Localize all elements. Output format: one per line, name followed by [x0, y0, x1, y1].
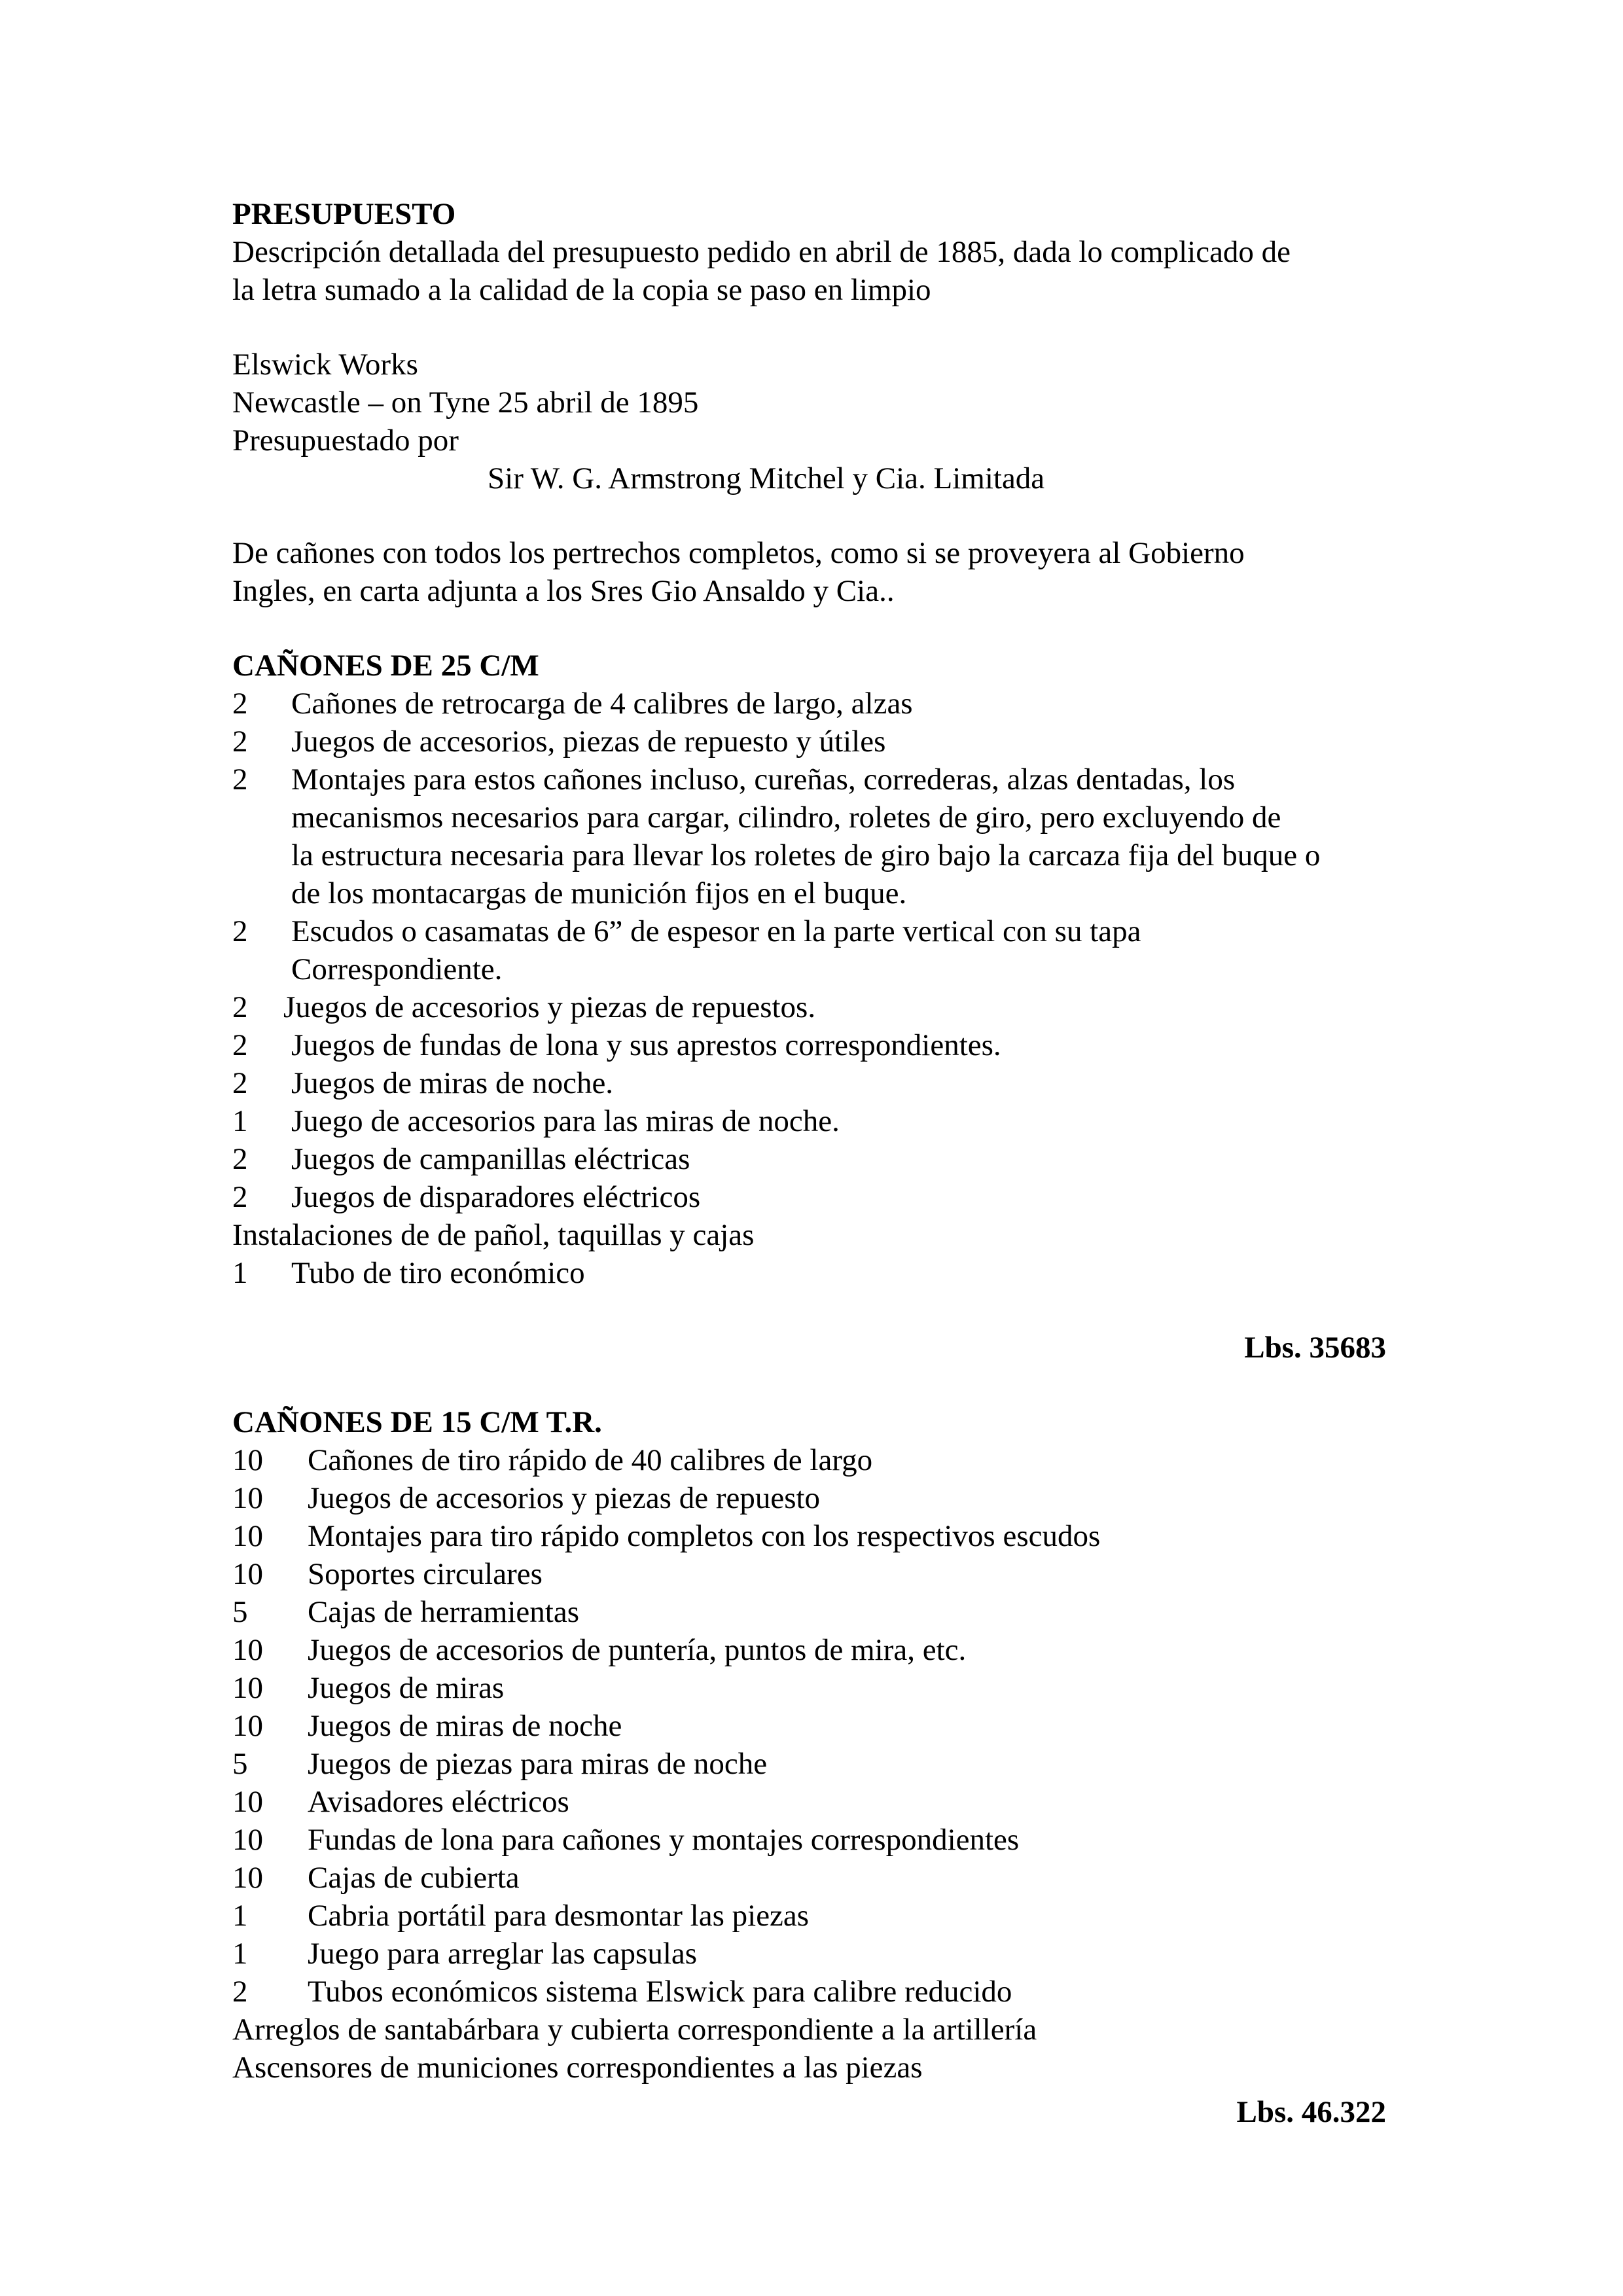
item-quantity: 2 — [232, 1028, 248, 1062]
item-quantity: 1 — [232, 1256, 248, 1290]
paragraph-line-1: De cañones con todos los pertrechos completos, como si se proveyera al Gobierno — [232, 536, 1245, 570]
item-quantity: 2 — [232, 762, 248, 797]
item-quantity: 1 — [232, 1899, 248, 1933]
item-description: Juegos de accesorios y piezas de repuestos. — [283, 990, 816, 1024]
item-description: Avisadores eléctricos — [308, 1785, 569, 1819]
company-name: Sir W. G. Armstrong Mitchel y Cia. Limitada — [488, 461, 1045, 495]
budget-by-label: Presupuestado por — [232, 423, 459, 457]
section-1-total: Lbs. 35683 — [1244, 1331, 1386, 1365]
intro-line-1: Descripción detallada del presupuesto pedido en abril de 1885, dada lo complicado de — [232, 235, 1291, 269]
item-description: Cañones de tiro rápido de 40 calibres de largo — [308, 1443, 873, 1477]
section-2-extra-2: Ascensores de municiones correspondientes a las piezas — [232, 2051, 923, 2085]
item-description: de los montacargas de munición fijos en el buque. — [291, 876, 907, 910]
item-quantity: 2 — [232, 1180, 248, 1214]
item-quantity: 10 — [232, 1519, 263, 1553]
item-description: Montajes para estos cañones incluso, cureñas, correderas, alzas dentadas, los — [291, 762, 1236, 797]
item-description: Cajas de cubierta — [308, 1861, 520, 1895]
item-quantity: 10 — [232, 1823, 263, 1857]
item-quantity: 10 — [232, 1709, 263, 1743]
item-description: Montajes para tiro rápido completos con los respectivos escudos — [308, 1519, 1101, 1553]
item-description: Juegos de miras de noche — [308, 1709, 622, 1743]
section-2-title: CAÑONES DE 15 C/M T.R. — [232, 1405, 602, 1439]
item-quantity: 10 — [232, 1785, 263, 1819]
item-quantity: 1 — [232, 1104, 248, 1138]
item-description: Juego de accesorios para las miras de noche. — [291, 1104, 840, 1138]
item-description: Cañones de retrocarga de 4 calibres de largo, alzas — [291, 687, 913, 721]
item-quantity: 10 — [232, 1633, 263, 1667]
item-quantity: 2 — [232, 1066, 248, 1100]
item-quantity: 5 — [232, 1595, 248, 1629]
item-description: Juegos de miras — [308, 1671, 505, 1705]
item-description: Juegos de campanillas eléctricas — [291, 1142, 690, 1176]
item-description: Correspondiente. — [291, 952, 503, 986]
section-2-extra-1: Arreglos de santabárbara y cubierta correspondiente a la artillería — [232, 2013, 1037, 2047]
section-2-total: Lbs. 46.322 — [1236, 2095, 1386, 2129]
item-quantity: 10 — [232, 1481, 263, 1515]
place-line-2: Newcastle – on Tyne 25 abril de 1895 — [232, 386, 699, 420]
item-quantity: 2 — [232, 914, 248, 948]
item-description: Juegos de piezas para miras de noche — [308, 1747, 768, 1781]
item-quantity: 1 — [232, 1937, 248, 1971]
item-description: la estructura necesaria para llevar los roletes de giro bajo la carcaza fija del buque o — [291, 838, 1321, 872]
intro-line-2: la letra sumado a la calidad de la copia se paso en limpio — [232, 273, 931, 307]
item-description: Tubo de tiro económico — [291, 1256, 585, 1290]
item-description: Juegos de accesorios, piezas de repuesto y útiles — [291, 725, 886, 759]
item-quantity: 5 — [232, 1747, 248, 1781]
item-quantity: 10 — [232, 1443, 263, 1477]
item-description: Juegos de fundas de lona y sus aprestos correspondientes. — [291, 1028, 1001, 1062]
item-quantity: 2 — [232, 725, 248, 759]
item-quantity: 10 — [232, 1671, 263, 1705]
section-1-title: CAÑONES DE 25 C/M — [232, 649, 539, 683]
item-description: Juegos de accesorios y piezas de repuesto — [308, 1481, 821, 1515]
item-quantity: 2 — [232, 1975, 248, 2009]
item-description: Fundas de lona para cañones y montajes correspondientes — [308, 1823, 1020, 1857]
paragraph-line-2: Ingles, en carta adjunta a los Sres Gio Ansaldo y Cia.. — [232, 574, 895, 608]
item-description: Escudos o casamatas de 6” de espesor en la parte vertical con su tapa — [291, 914, 1141, 948]
item-description: Juegos de disparadores eléctricos — [291, 1180, 701, 1214]
item-description: Cabria portátil para desmontar las piezas — [308, 1899, 810, 1933]
item-description: mecanismos necesarios para cargar, cilindro, roletes de giro, pero excluyendo de — [291, 800, 1281, 834]
place-line-1: Elswick Works — [232, 348, 418, 382]
item-quantity: 2 — [232, 990, 248, 1024]
item-description: Tubos económicos sistema Elswick para calibre reducido — [308, 1975, 1012, 2009]
document-title: PRESUPUESTO — [232, 197, 456, 231]
item-quantity: 10 — [232, 1557, 263, 1591]
item-quantity: 2 — [232, 687, 248, 721]
item-description: Juego para arreglar las capsulas — [308, 1937, 698, 1971]
item-description: Juegos de accesorios de puntería, puntos de mira, etc. — [308, 1633, 967, 1667]
section-1-extra: Instalaciones de de pañol, taquillas y cajas — [232, 1218, 755, 1252]
item-quantity: 10 — [232, 1861, 263, 1895]
item-description: Soportes circulares — [308, 1557, 543, 1591]
item-quantity: 2 — [232, 1142, 248, 1176]
item-description: Juegos de miras de noche. — [291, 1066, 614, 1100]
item-description: Cajas de herramientas — [308, 1595, 579, 1629]
